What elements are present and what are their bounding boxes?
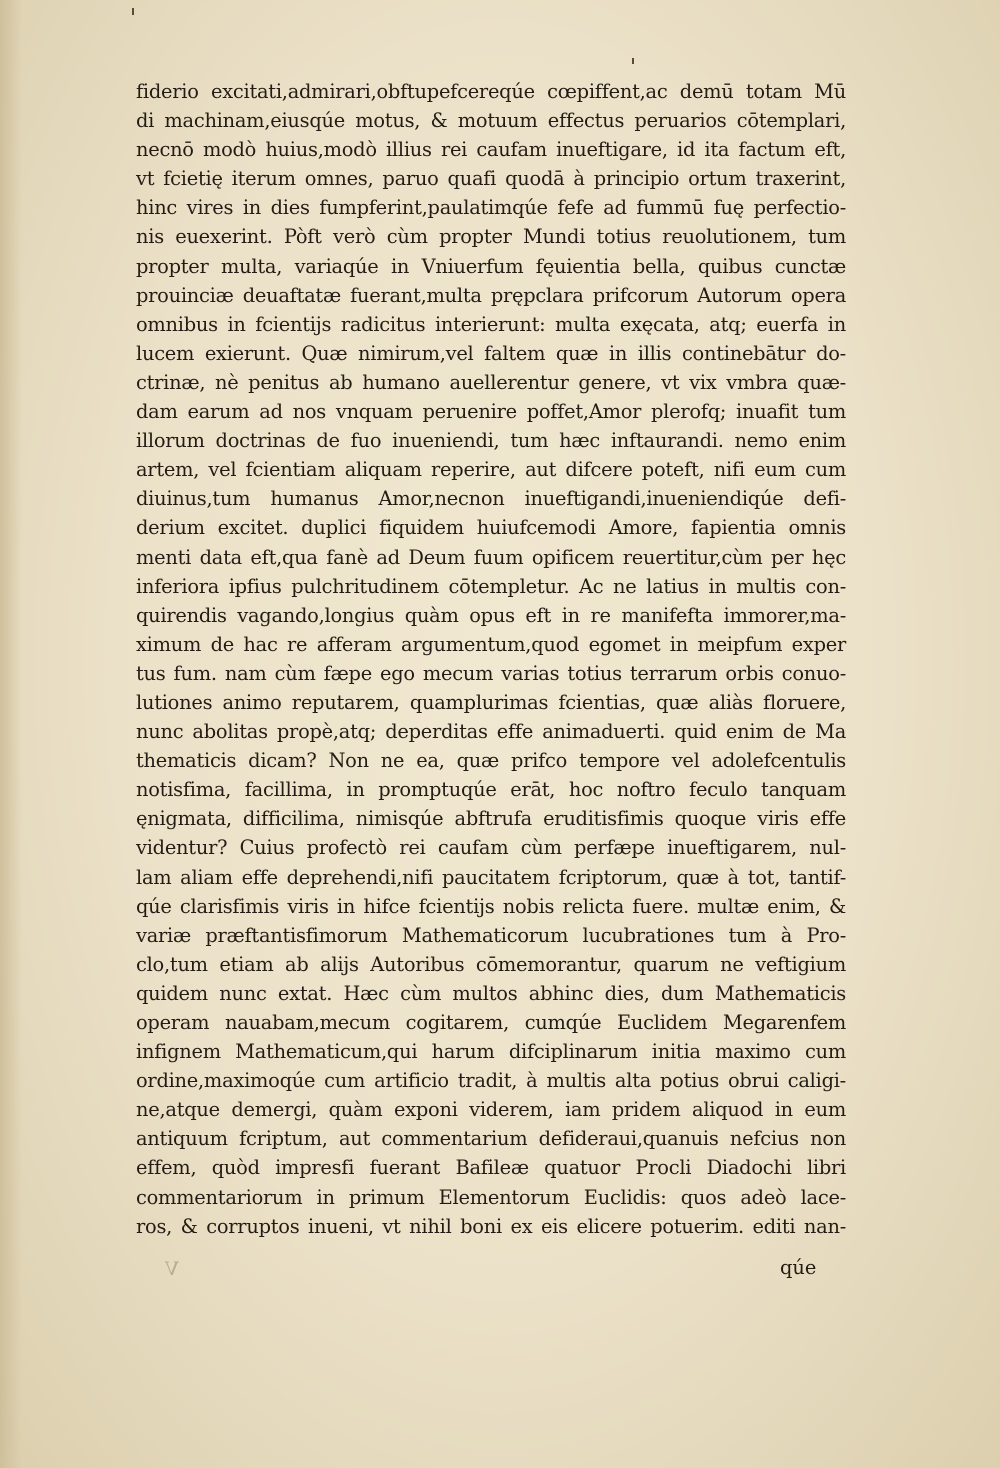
- text-line: infignem Mathematicum,qui harum difciplinarum initia maximo cum: [136, 1040, 846, 1064]
- text-line: derium excitet. duplici fiquidem huiufcemodi Amore, fapientia omnis: [136, 516, 846, 540]
- text-line: di machinam,eiusqúe motus, & motuum effectus peruarios cōtemplari,: [136, 109, 846, 133]
- text-line: dam earum ad nos vnquam peruenire poffet,Amor plerofq; inuafit tum: [136, 400, 846, 424]
- text-line: diuinus,tum humanus Amor,necnon inueftigandi,inueniendiqúe defi-: [136, 487, 846, 511]
- text-line: tus fum. nam cùm fæpe ego mecum varias totius terrarum orbis conuo-: [136, 661, 846, 685]
- text-line: quirendis vagando,longius quàm opus eft in re manifefta immorer,ma-: [136, 603, 846, 627]
- text-line: necnō modò huius,modò illius rei caufam inueftigare, id ita factum eft,: [136, 138, 846, 162]
- text-line: nis euexerint. Pòft verò cùm propter Mundi totius reuolutionem, tum: [136, 225, 846, 249]
- text-line: notisfima, facillima, in promptuqúe erāt, hoc noftro feculo tanquam: [136, 778, 846, 802]
- text-line: qúe clarisfimis viris in hifce fcientijs nobis relicta fuere. multæ enim, &: [136, 894, 846, 918]
- text-line: ordine,maximoqúe cum artificio tradit, à multis alta potius obrui caligi-: [136, 1069, 846, 1093]
- text-line: videntur? Cuius profectò rei caufam cùm perfæpe inueftigarem, nul-: [136, 836, 846, 860]
- ink-speck: [132, 8, 134, 15]
- text-line: ros, & corruptos inueni, vt nihil boni ex eis elicere potuerim. editi nan-: [136, 1214, 846, 1238]
- show-through-mark: V: [165, 1258, 179, 1280]
- text-line: ximum de hac re afferam argumentum,quod egomet in meipfum exper: [136, 632, 846, 656]
- text-line: effem, quòd impresfi fuerant Bafileæ quatuor Procli Diadochi libri: [136, 1156, 846, 1180]
- text-line: artem, vel fcientiam aliquam reperire, aut difcere poteft, nifi eum cum: [136, 458, 846, 482]
- text-line: fiderio excitati,admirari,obftupefcereqúe cœpiffent,ac demū totam Mū: [136, 80, 846, 103]
- text-line: omnibus in fcientijs radicitus interierunt: multa exęcata, atq; euerfa in: [136, 312, 846, 336]
- text-line: nunc abolitas propè,atq; deperditas effe animaduerti. quid enim de Ma: [136, 720, 846, 744]
- text-line: menti data eft,qua fanè ad Deum fuum opificem reuertitur,cùm per hęc: [136, 545, 846, 569]
- text-line: ctrinæ, nè penitus ab humano auellerentur genere, vt vix vmbra quæ-: [136, 370, 846, 394]
- text-line: vt fcietię iterum omnes, paruo quafi quodā à principio ortum traxerint,: [136, 167, 846, 191]
- text-line: antiquum fcriptum, aut commentarium defideraui,quanuis nefcius non: [136, 1127, 846, 1151]
- text-line: prouinciæ deuaftatæ fuerant,multa prępclara prifcorum Autorum opera: [136, 283, 846, 307]
- text-line: ne,atque demergi, quàm exponi viderem, iam pridem aliquod in eum: [136, 1098, 846, 1122]
- ink-speck: [632, 58, 634, 64]
- text-line: propter multa, variaqúe in Vniuerfum fęuientia bella, quibus cunctæ: [136, 254, 846, 278]
- text-line: inferiora ipfius pulchritudinem cōtempletur. Ac ne latius in multis con-: [136, 574, 846, 598]
- text-line: clo,tum etiam ab alijs Autoribus cōmemorantur, quarum ne veftigium: [136, 952, 846, 976]
- catchword: qúe: [780, 1256, 817, 1279]
- text-line: thematicis dicam? Non ne ea, quæ prifco tempore vel adolefcentulis: [136, 749, 846, 773]
- text-line: lutiones animo reputarem, quamplurimas fcientias, quæ aliàs floruere,: [136, 690, 846, 714]
- text-line: commentariorum in primum Elementorum Euclidis: quos adeò lace-: [136, 1185, 846, 1209]
- text-line: hinc vires in dies fumpferint,paulatimqúe fefe ad fummū fuę perfectio-: [136, 196, 846, 220]
- text-line: lam aliam effe deprehendi,nifi paucitatem fcriptorum, quæ à tot, tantif-: [136, 865, 846, 889]
- page-gutter-shadow: [0, 0, 22, 1468]
- text-line: lucem exierunt. Quæ nimirum,vel faltem quæ in illis continebātur do-: [136, 341, 846, 365]
- text-line: operam nauabam,mecum cogitarem, cumqúe Euclidem Megarenfem: [136, 1011, 846, 1034]
- latin-text-block: [136, 77, 846, 1241]
- text-line: illorum doctrinas de fuo inueniendi, tum hæc inftaurandi. nemo enim: [136, 429, 846, 453]
- text-line: ęnigmata, difficilima, nimisqúe abftrufa eruditisfimis quoque viris effe: [136, 807, 846, 831]
- text-line: quidem nunc extat. Hæc cùm multos abhinc dies, dum Mathematicis: [136, 981, 846, 1005]
- text-line: variæ præftantisfimorum Mathematicorum lucubrationes tum à Pro-: [136, 923, 846, 947]
